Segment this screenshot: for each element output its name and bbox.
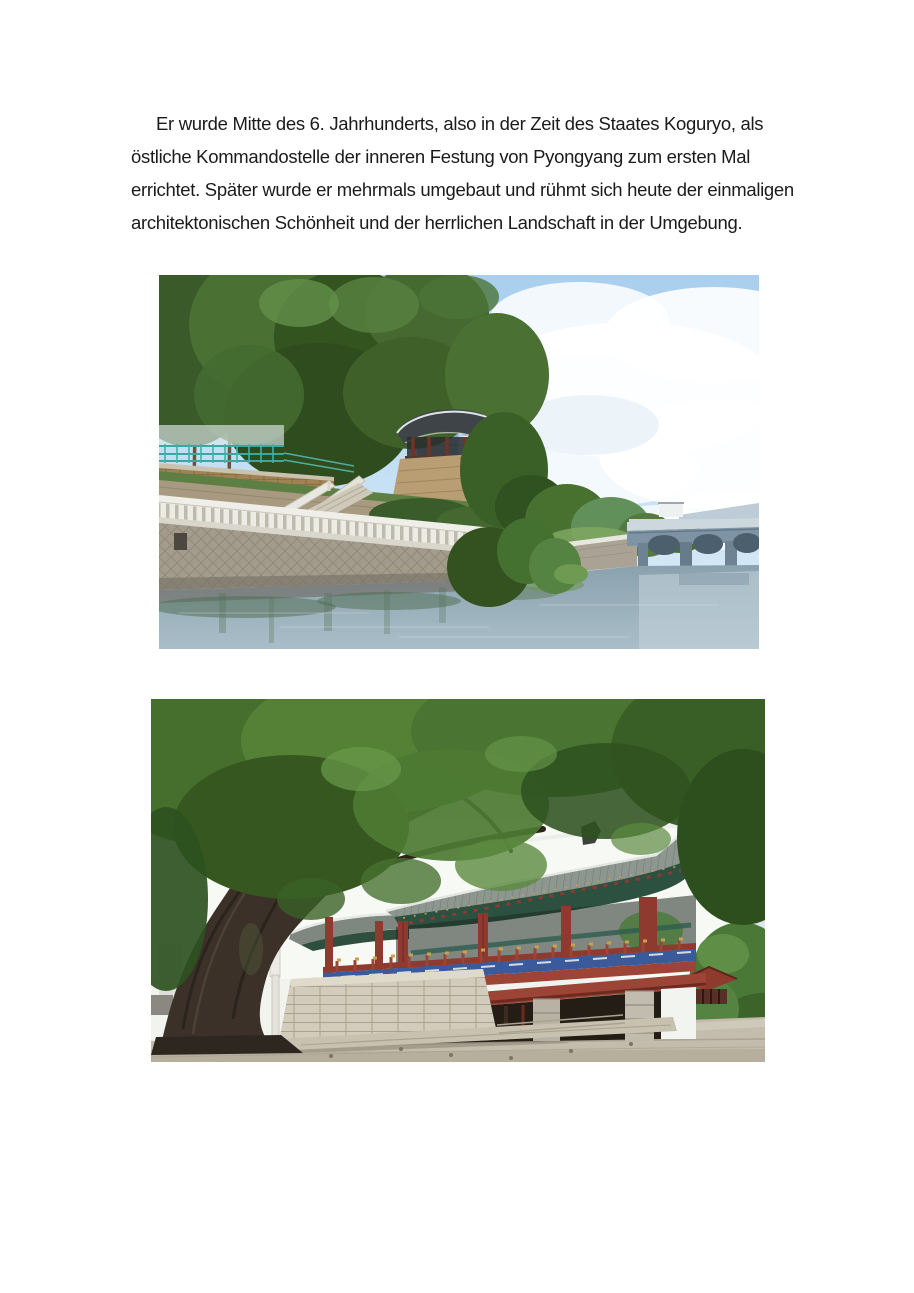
figure-river-embankment xyxy=(159,275,759,649)
paragraph-line-4: architektonischen Schönheit und der herrlichen Landschaft in der Umgebung. xyxy=(131,212,743,233)
figure-pavilion xyxy=(151,699,765,1062)
paragraph-line-1: Er wurde Mitte des 6. Jahrhunderts, also in der Zeit des Staates Koguryo, als xyxy=(156,113,764,134)
paragraph-line-2: östliche Kommandostelle der inneren Festung von Pyongyang zum ersten Mal xyxy=(131,146,751,167)
paragraph-line-3: errichtet. Später wurde er mehrmals umgebaut und rühmt sich heute der einmaligen xyxy=(131,179,794,200)
body-paragraph xyxy=(131,107,794,239)
